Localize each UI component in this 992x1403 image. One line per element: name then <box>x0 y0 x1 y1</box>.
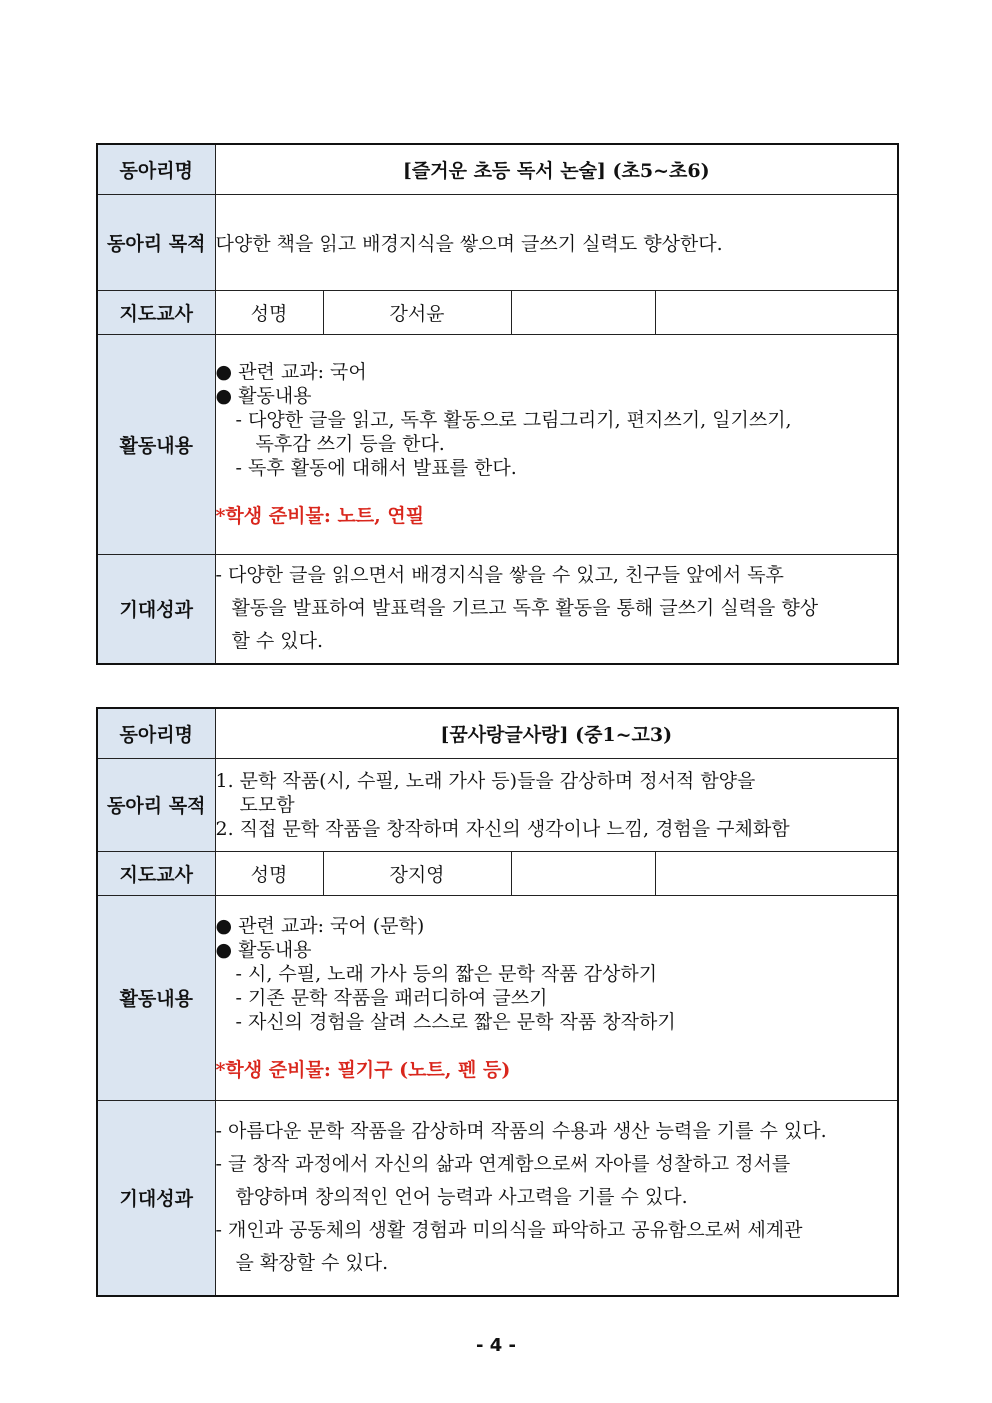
teacher-name: 장지영 <box>323 851 511 895</box>
activity-content <box>215 895 898 1100</box>
activity-item: 독후감 쓰기 등을 한다. <box>255 433 445 455</box>
teacher-extra-cell <box>511 851 655 895</box>
teacher-name: 강서윤 <box>323 290 511 334</box>
purpose-line: 2. 직접 문학 작품을 창작하며 자신의 생각이나 느낌, 경험을 구체화함 <box>215 817 790 840</box>
activity-item: - 자신의 경험을 살려 스스로 짧은 문학 작품 창작하기 <box>235 1010 676 1033</box>
purpose-line: 도모함 <box>239 793 295 816</box>
purpose-line: 1. 문학 작품(시, 수필, 노래 가사 등)들을 감상하며 정서적 함양을 <box>215 769 756 792</box>
club-purpose-label: 동아리 목적 <box>97 194 215 290</box>
club-name: [꿈사랑글사랑] (중1~고3) <box>215 708 898 758</box>
outcome-content <box>215 1100 898 1296</box>
teacher-extra-cell <box>655 851 898 895</box>
teacher-name-label: 성명 <box>215 290 323 334</box>
supplies: *학생 준비물: 노트, 연필 <box>215 505 425 527</box>
activity-item: - 시, 수필, 노래 가사 등의 짧은 문학 작품 감상하기 <box>235 962 658 985</box>
club-purpose-label: 동아리 목적 <box>97 758 215 851</box>
outcome-line: 활동을 발표하여 발표력을 기르고 독후 활동을 통해 글쓰기 실력을 향상 <box>231 597 819 620</box>
activity-heading: ● 활동내용 <box>215 385 312 407</box>
teacher-name-label: 성명 <box>215 851 323 895</box>
teacher-extra-cell <box>655 290 898 334</box>
club-name-label: 동아리명 <box>97 708 215 758</box>
activity-label: 활동내용 <box>97 895 215 1100</box>
activity-subject: ● 관련 교과: 국어 (문학) <box>215 914 425 937</box>
outcome-line: - 글 창작 과정에서 자신의 삶과 연계함으로써 자아를 성찰하고 정서를 <box>215 1153 791 1176</box>
activity-item: - 기존 문학 작품을 패러디하여 글쓰기 <box>235 986 548 1009</box>
outcome-line: - 아름다운 문학 작품을 감상하며 작품의 수용과 생산 능력을 기를 수 있다. <box>215 1120 827 1143</box>
activity-subject: ● 관련 교과: 국어 <box>215 361 367 383</box>
activity-item: - 독후 활동에 대해서 발표를 한다. <box>235 457 517 479</box>
outcome-content <box>215 554 898 664</box>
club-table-2 <box>96 707 899 1297</box>
activity-heading: ● 활동내용 <box>215 938 312 961</box>
supplies: *학생 준비물: 필기구 (노트, 펜 등) <box>215 1058 511 1081</box>
outcome-line: - 개인과 공동체의 생활 경험과 미의식을 파악하고 공유함으로써 세계관 <box>215 1219 803 1242</box>
club-name: [즐거운 초등 독서 논술] (초5~초6) <box>215 144 898 194</box>
teacher-extra-cell <box>511 290 655 334</box>
teacher-label: 지도교사 <box>97 290 215 334</box>
activity-label: 활동내용 <box>97 334 215 554</box>
club-purpose <box>215 758 898 851</box>
outcome-line: - 다양한 글을 읽으면서 배경지식을 쌓을 수 있고, 친구들 앞에서 독후 <box>215 564 784 587</box>
outcome-line: 을 확장할 수 있다. <box>235 1252 389 1275</box>
club-purpose: 다양한 책을 읽고 배경지식을 쌓으며 글쓰기 실력도 향상한다. <box>215 194 898 290</box>
outcome-label: 기대성과 <box>97 554 215 664</box>
club-table-1 <box>96 143 899 665</box>
outcome-label: 기대성과 <box>97 1100 215 1296</box>
activity-item: - 다양한 글을 읽고, 독후 활동으로 그림그리기, 편지쓰기, 일기쓰기, <box>235 409 792 431</box>
outcome-line: 함양하며 창의적인 언어 능력과 사고력을 기를 수 있다. <box>235 1186 688 1209</box>
club-name-label: 동아리명 <box>97 144 215 194</box>
page-number: - 4 - <box>476 1335 516 1356</box>
outcome-line: 할 수 있다. <box>231 630 324 653</box>
teacher-label: 지도교사 <box>97 851 215 895</box>
activity-content <box>215 334 898 554</box>
